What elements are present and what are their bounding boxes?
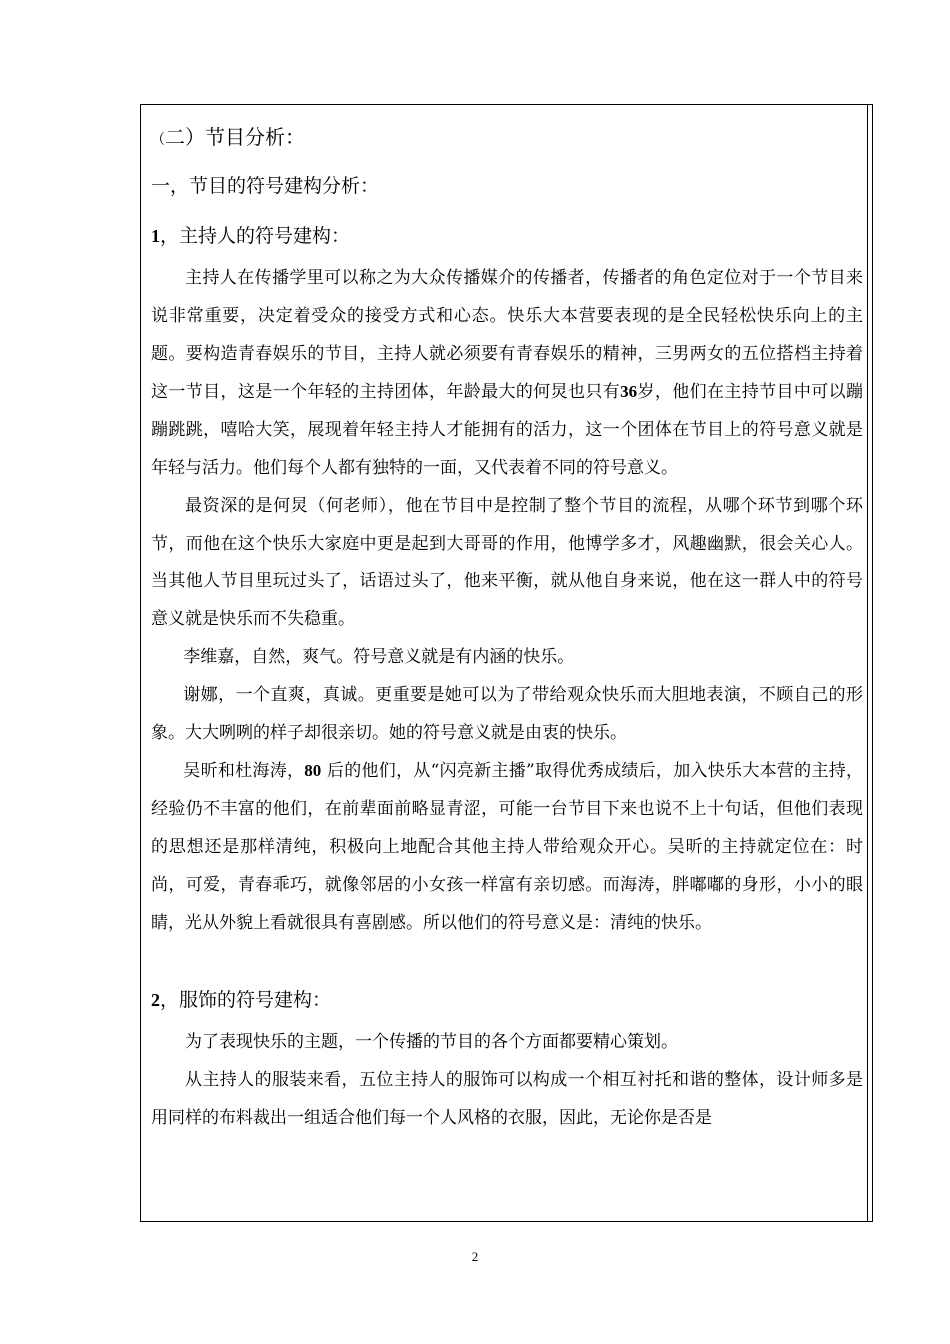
heading-one: 一，节目的符号建构分析：	[151, 175, 380, 197]
paragraph-li-weijia: 李维嘉，自然，爽气。符号意义就是有内涵的快乐。	[183, 646, 575, 667]
paragraph-he-jiong: 最资深的是何炅（何老师），他在节目中是控制了整个节目的流程，从哪个环节到哪个环节，而他在这个快乐大家庭中更是起到大哥哥的作用，他博学多才，风趣幽默，很会关心人。当其他人节目里玩过头了，话语过头了，他来平衡，就从他自身来说，他在这一群人中的符号意义就是快乐而不失稳重。	[151, 495, 863, 630]
content-frame	[140, 104, 873, 1222]
paragraph-wu-xin-du-haitao: 吴昕和杜海涛，80 后的他们，从“闪亮新主播”取得优秀成绩后，加入快乐大本营的主持，经验仍不丰富的他们，在前辈面前略显青涩，可能一台节目下来也说不上十句话，但他们表现的思想还是那样清纯，积极向上地配合其他主持人带给观众开心。吴昕的主持就定位在：时尚，可爱，青春乖巧，就像邻居的小女孩一样富有亲切感。而海涛，胖嘟嘟的身形，小小的眼睛，光从外貌上看就很具有喜剧感。所以他们的符号意义是：清纯的快乐。	[151, 761, 863, 933]
document-body	[151, 119, 863, 1138]
subheading-hosts: 1，主持人的符号建构：	[151, 225, 351, 247]
subheading-costume: 2，服饰的符号建构：	[151, 989, 332, 1012]
paragraph-costume-detail: 从主持人的服装来看，五位主持人的服饰可以构成一个相互衬托和谐的整体，设计师多是用同样的布料裁出一组适合他们每一个人风格的衣服，因此，无论你是否是	[151, 1070, 863, 1128]
page-number: 2	[471, 1249, 479, 1264]
paragraph-xie-na: 谢娜，一个直爽，真诚。更重要是她可以为了带给观众快乐而大胆地表演，不顾自己的形象。大大咧咧的样子却很亲切。她的符号意义就是由衷的快乐。	[151, 684, 863, 743]
paragraph-costume-intro: 为了表现快乐的主题，一个传播的节目的各个方面都要精心策划。	[185, 1032, 678, 1053]
paragraph-hosts-intro: 主持人在传播学里可以称之为大众传播媒介的传播者，传播者的角色定位对于一个节目来说非常重要，决定着受众的接受方式和心态。快乐大本营要表现的是全民轻松快乐向上的主题。要构造青春娱乐的节目，主持人就必须要有青春娱乐的精神，三男两女的五位搭档主持着这一节目，这是一个年轻的主持团体，年龄最大的何炅也只有36岁，他们在主持节目中可以蹦蹦跳跳，嘻哈大笑，展现着年轻主持人才能拥有的活力，这一个团体在节目上的符号意义就是年轻与活力。他们每个人都有独特的一面，又代表着不同的符号意义。	[151, 268, 863, 478]
section-title: （二）节目分析：	[151, 125, 305, 149]
